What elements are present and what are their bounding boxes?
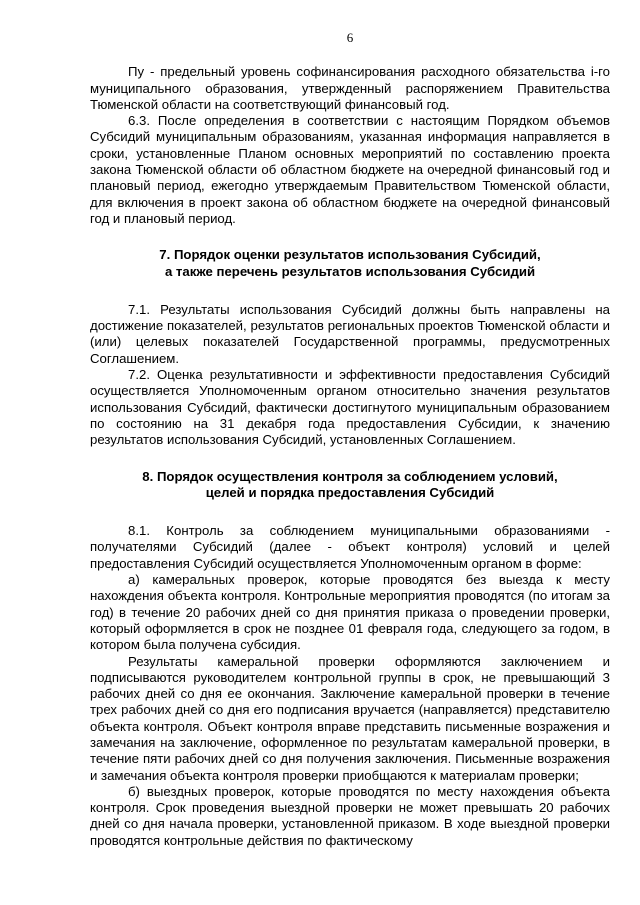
paragraph-6-3: 6.3. После определения в соответствии с настоящим Порядком объемов Субсидий муниципальным образованиям, указанная информация направляется в сроки, установленные Планом основных мероприятий по составлению проекта закона Тюменской области об областном бюджете на очередной финансовый год и плановый период, ежегодно утверждаемым Правительством Тюменской области, для включения в проект закона об областном бюджете на очередной финансовый год и плановый период. (90, 113, 610, 226)
page-number: 6 (346, 30, 354, 45)
section-8-heading (90, 469, 610, 502)
document-page (90, 30, 610, 849)
paragraph-7-1: 7.1. Результаты использования Субсидий должны быть направлены на достижение показателей, результатов региональных проектов Тюменской области и (или) целевых показателей Государственной программы, предусмотренных Соглашением. (90, 301, 610, 366)
intro-paragraph: Пу - предельный уровень софинансирования расходного обязательства i-го муниципального образования, утвержденный распоряжением Правительства Тюменской области на соответствующий финансовый год. (90, 64, 610, 112)
section-8-title-line2: целей и порядка предоставления Субсидий (205, 484, 495, 500)
paragraph-results: Результаты камеральной проверки оформляются заключением и подписываются руководителем контрольной группы в срок, не превышающий 3 рабочих дней со дня ее окончания. Заключение камеральной проверки в течение трех рабочих дней со дня его подписания вручается (направляется) представителю объекта контроля. Объект контроля вправе представить письменные возражения и замечания на заключение, оформленное по результатам камеральной проверки, в течение пяти рабочих дней со дня получения заключения. Письменные возражения и замечания объекта контроля проверки приобщаются к материалам проверки; (90, 653, 610, 783)
section-7-title-line2: а также перечень результатов использования Субсидий (164, 263, 536, 279)
paragraph-8-1: 8.1. Контроль за соблюдением муниципальными образованиями - получателями Субсидий (далее - объект контроля) условий и целей предоставления Субсидий осуществляется Уполномоченным органом в форме: (90, 523, 610, 571)
section-7-title-line1: 7. Порядок оценки результатов использования Субсидий, (159, 247, 541, 263)
section-8-title-line1: 8. Порядок осуществления контроля за соблюдением условий, (142, 468, 558, 484)
paragraph-7-2: 7.2. Оценка результативности и эффективности предоставления Субсидий осуществляется Уполномоченным органом относительно значения результатов использования Субсидий, фактически достигнутого муниципальным образованием по состоянию на 31 декабря года предоставления Субсидии, к значению результатов использования Субсидий, установленных Соглашением. (90, 367, 610, 448)
paragraph-8-1-a: а) камеральных проверок, которые проводятся без выезда к месту нахождения объекта контроля. Контрольные мероприятия проводятся (по итогам за год) в течение 20 рабочих дней со дня принятия приказа о проведении проверки, который оформляется в срок не позднее 01 февраля года, следующего за годом, в котором была получена субсидия. (90, 572, 610, 653)
section-7-heading (90, 247, 610, 280)
paragraph-8-1-b: б) выездных проверок, которые проводятся по месту нахождения объекта контроля. Срок проведения выездной проверки не может превышать 20 рабочих дней со дня начала проверки, установленной приказом. В ходе выездной проверки проводятся контрольные действия по фактическому (90, 783, 610, 848)
